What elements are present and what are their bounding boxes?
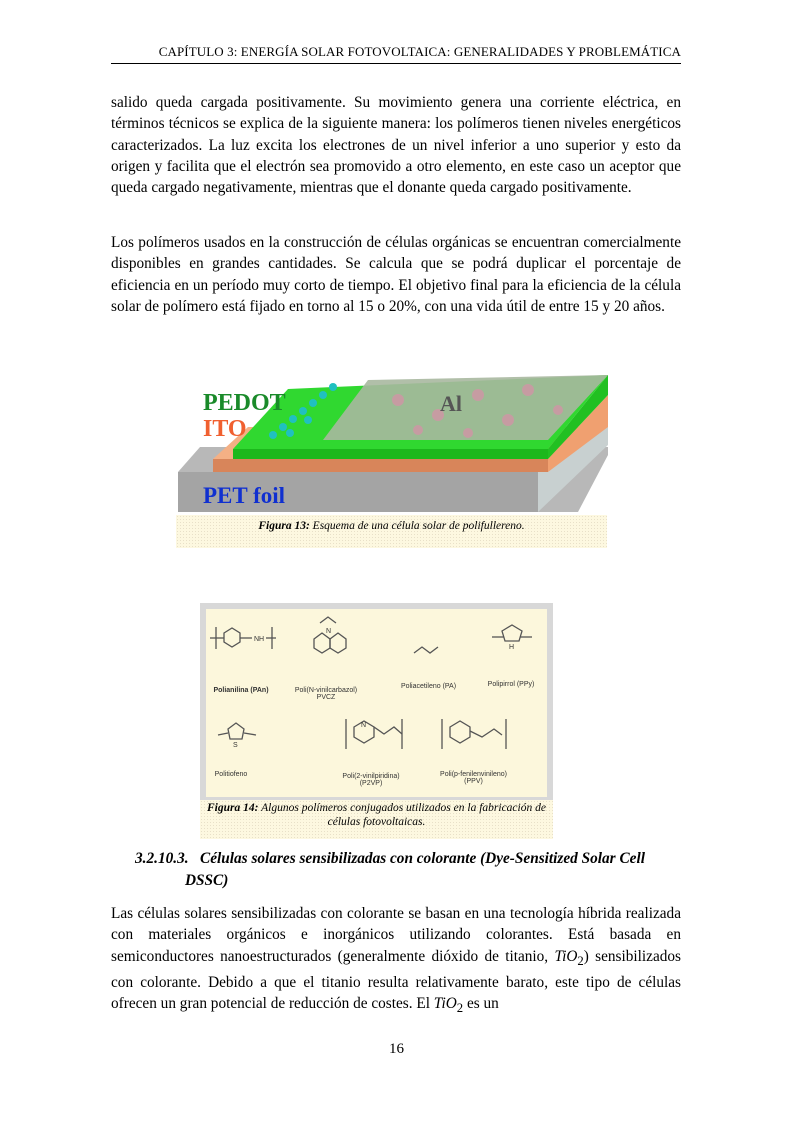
molecule-label: Politiofeno bbox=[214, 771, 248, 778]
caption-text: Algunos polímeros conjugados utilizados en la fabricación de células fotovoltaicas. bbox=[258, 802, 546, 828]
header-rule bbox=[111, 63, 681, 64]
svg-text:N: N bbox=[326, 628, 332, 635]
section-heading bbox=[135, 848, 681, 891]
svg-text:H: H bbox=[509, 644, 515, 651]
pet-label: PET foil bbox=[203, 483, 286, 508]
molecule-label: Polipirrol (PPy) bbox=[487, 681, 535, 688]
svg-text:NH: NH bbox=[254, 636, 265, 643]
paragraph-3 bbox=[111, 903, 681, 1020]
pedot-label: PEDOT bbox=[203, 390, 286, 416]
figure-14-caption bbox=[200, 800, 553, 839]
molecule-abbr: (P2VP) bbox=[359, 780, 383, 787]
caption-text: Esquema de una célula solar de polifullereno. bbox=[309, 520, 525, 532]
molecule-label bbox=[326, 773, 416, 787]
figure-14-polymer-structures bbox=[200, 603, 553, 800]
text: Las células solares sensibilizadas con colorante se basan en una tecnología híbrida realizada con materiales orgánicos e inorgánicos utilizando colorantes. Está basada en semiconductores nanoestructurados (generalmente dióxido de titanio, bbox=[111, 905, 681, 965]
molecule-name: Poli(N-vinilcarbazol) bbox=[294, 687, 358, 694]
page-number: 16 bbox=[389, 1041, 404, 1057]
svg-text:N: N bbox=[361, 722, 367, 729]
formula-tio2: TiO bbox=[433, 995, 457, 1013]
molecule-abbr: PVCZ bbox=[316, 694, 336, 701]
section-title-continued: DSSC) bbox=[185, 871, 229, 889]
molecule-label bbox=[426, 771, 521, 785]
subscript: 2 bbox=[577, 953, 584, 968]
paragraph-2: Los polímeros usados en la construcción de células orgánicas se encuentran comercialmente disponibles en grandes cantidades. Se calcula que se podrá duplicar el porcentaje de eficiencia en un período muy corto de tiempo. El objetivo final para la eficiencia de la célula solar de polímero está fijado en torno al 15 o 20%, con una vida útil de entre 15 y 20 años. bbox=[111, 234, 681, 315]
text: ) sensibilizados con colorante. Debido a que el titanio resulta relativamente barato, este tipo de células ofrecen un gran potencial de reducción de costes. El bbox=[111, 947, 681, 1013]
subscript: 2 bbox=[456, 1001, 464, 1016]
molecule-abbr: (PPV) bbox=[464, 778, 483, 785]
running-header: CAPÍTULO 3: ENERGÍA SOLAR FOTOVOLTAICA: GENERALIDADES Y PROBLEMÁTICA bbox=[158, 44, 681, 59]
paragraph-1: salido queda cargada positivamente. Su movimiento genera una corriente eléctrica, en términos técnicos se explica de la siguiente manera: los polímeros tienen niveles energéticos caracterizados. La luz excita los electrones de un nivel inferior a uno superior y esto da origen y facilita que el electrón sea promovido a otro elemento, en este caso un aceptor que queda cargado negativamente, mientras que el donante queda cargado positivamente. bbox=[111, 94, 681, 197]
molecule-label bbox=[286, 687, 366, 701]
section-title: Células solares sensibilizadas con colorante (Dye-Sensitized Solar Cell bbox=[200, 850, 645, 867]
figure-13-solar-cell-diagram bbox=[178, 375, 608, 512]
molecule-label: Poliacetileno (PA) bbox=[400, 683, 457, 690]
molecule-name: Poli(p-fenilenvinileno) bbox=[440, 771, 507, 778]
caption-label: Figura 14: bbox=[207, 802, 259, 814]
molecule-label: Polianilina (PAn) bbox=[213, 687, 269, 694]
al-label: Al bbox=[440, 391, 462, 416]
ito-label: ITO bbox=[203, 416, 247, 442]
pedot-layer bbox=[233, 449, 548, 459]
caption-label: Figura 13: bbox=[258, 520, 310, 532]
ito-layer bbox=[213, 459, 548, 472]
section-number: 3.2.10.3. bbox=[135, 850, 189, 867]
chemical-structures bbox=[206, 609, 547, 797]
formula-tio2: TiO bbox=[554, 947, 578, 965]
molecule-name: Poli(2-vinilpiridina) bbox=[342, 773, 400, 780]
svg-text:S: S bbox=[233, 742, 238, 749]
figure-13-caption bbox=[176, 515, 607, 548]
text: es un bbox=[463, 995, 499, 1013]
